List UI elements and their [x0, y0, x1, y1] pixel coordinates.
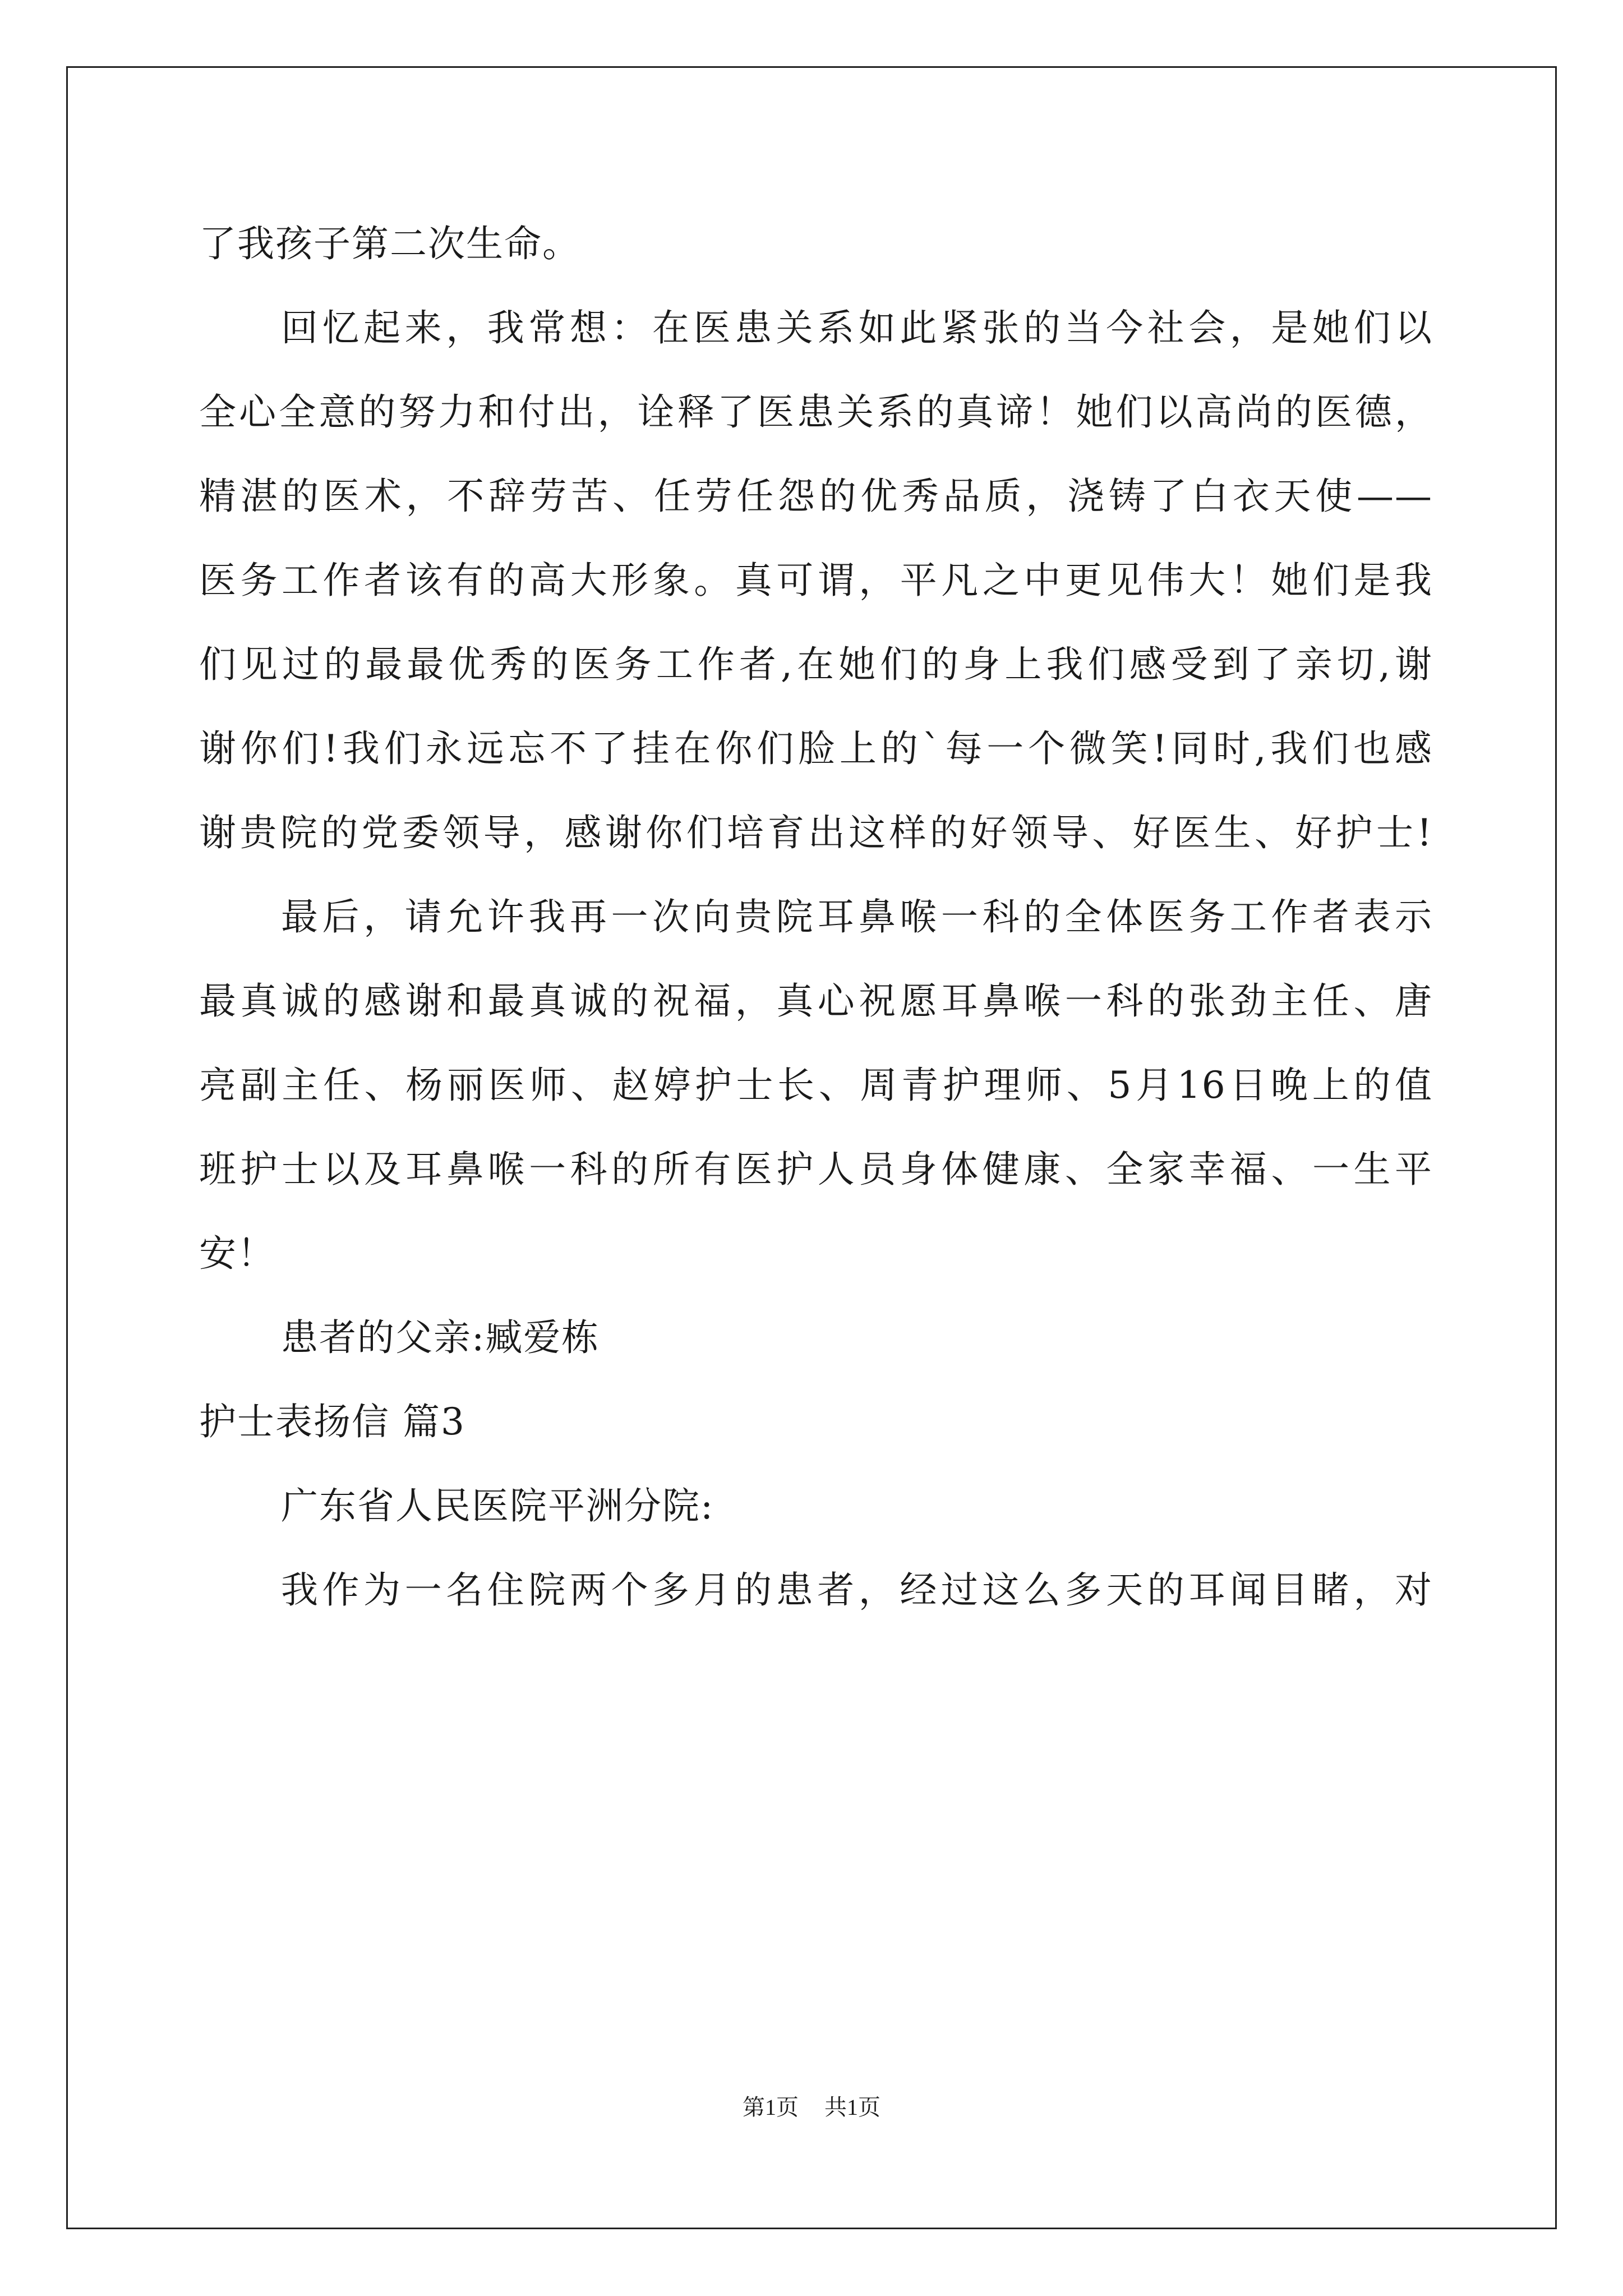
text-line: 班护士以及耳鼻喉一科的所有医护人员身体健康、全家幸福、一生平	[199, 1148, 1433, 1191]
signature-line: 患者的父亲:臧爱栋	[281, 1316, 600, 1359]
text-line: 谢你们!我们永远忘不了挂在你们脸上的`每一个微笑!同时,我们也感	[199, 727, 1433, 770]
salutation-line: 广东省人民医院平洲分院:	[281, 1484, 714, 1527]
page-footer	[0, 2090, 1623, 2122]
text-line: 们见过的最最优秀的医务工作者,在她们的身上我们感受到了亲切,谢	[199, 643, 1433, 686]
paragraph-start-line: 最后，请允许我再一次向贵院耳鼻喉一科的全体医务工作者表示	[281, 895, 1433, 938]
page-number: 第1页	[743, 2095, 799, 2120]
text-line: 亮副主任、杨丽医师、赵婷护士长、周青护理师、5月16日晚上的值	[199, 1064, 1433, 1107]
text-line: 安！	[199, 1232, 275, 1275]
text-line: 精湛的医术，不辞劳苦、任劳任怨的优秀品质，浇铸了白衣天使——	[199, 475, 1433, 518]
text-line: 了我孩子第二次生命。	[199, 222, 580, 265]
section-heading: 护士表扬信 篇3	[199, 1400, 465, 1443]
paragraph-start-line: 我作为一名住院两个多月的患者，经过这么多天的耳闻目睹，对	[281, 1568, 1433, 1612]
text-line: 全心全意的努力和付出，诠释了医患关系的真谛！她们以高尚的医德，	[199, 390, 1433, 434]
paragraph-start-line: 回忆起来，我常想：在医患关系如此紧张的当今社会，是她们以	[281, 306, 1433, 349]
text-line: 最真诚的感谢和最真诚的祝福，真心祝愿耳鼻喉一科的张劲主任、唐	[199, 979, 1433, 1023]
text-line: 医务工作者该有的高大形象。真可谓，平凡之中更见伟大！她们是我	[199, 559, 1433, 602]
text-line: 谢贵院的党委领导，感谢你们培育出这样的好领导、好医生、好护士!	[199, 811, 1433, 854]
document-body	[199, 202, 1433, 1632]
page-total: 共1页	[824, 2095, 880, 2120]
